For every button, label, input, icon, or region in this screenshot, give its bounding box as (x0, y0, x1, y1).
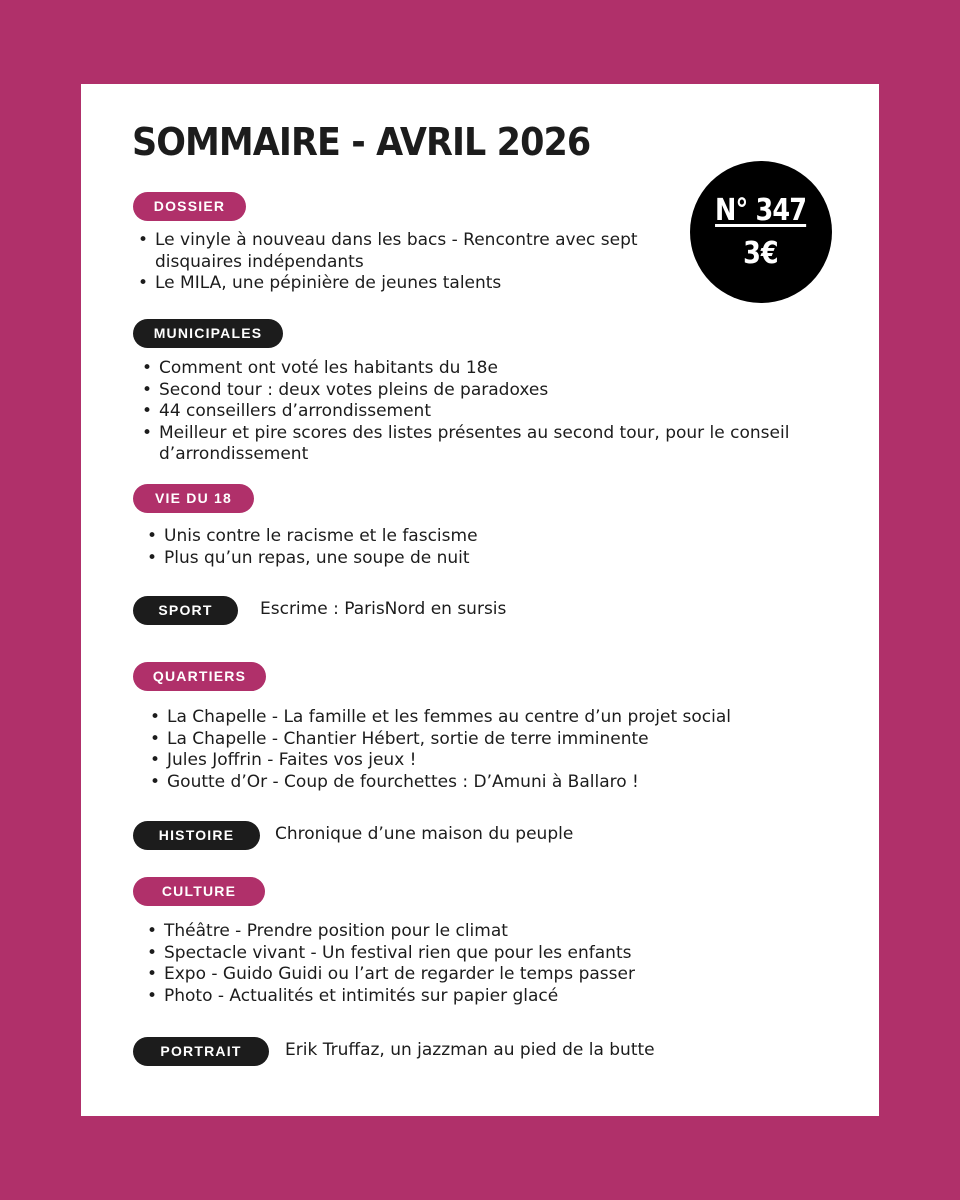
list-item: • Théâtre - Prendre position pour le climat (142, 921, 782, 943)
list-item: • Comment ont voté les habitants du 18e (137, 358, 797, 380)
list-item: • Photo - Actualités et intimités sur papier glacé (142, 986, 782, 1008)
section-tag-municipales: MUNICIPALES (133, 319, 283, 348)
section-tag-histoire: HISTOIRE (133, 821, 260, 850)
page-title: SOMMAIRE - AVRIL 2026 (132, 120, 591, 164)
list-item: • Expo - Guido Guidi ou l’art de regarder le temps passer (142, 964, 782, 986)
section-tag-portrait: PORTRAIT (133, 1037, 269, 1066)
section-tag-culture: CULTURE (133, 877, 265, 906)
culture-list (142, 921, 782, 1007)
portrait-headline: Erik Truffaz, un jazzman au pied de la butte (285, 1040, 655, 1060)
sport-headline: Escrime : ParisNord en sursis (260, 599, 507, 619)
list-item: • Meilleur et pire scores des listes présentes au second tour, pour le conseil d’arrondissement (137, 423, 797, 466)
list-item: • Plus qu’un repas, une soupe de nuit (142, 548, 742, 570)
issue-price: 3€ (743, 236, 779, 271)
contents-card (81, 84, 879, 1116)
list-item: • Spectacle vivant - Un festival rien que pour les enfants (142, 943, 782, 965)
issue-badge (690, 161, 832, 303)
issue-number: N° 347 (715, 193, 807, 228)
vie18-list (142, 526, 742, 569)
quartiers-list (145, 707, 825, 793)
list-item: • La Chapelle - La famille et les femmes au centre d’un projet social (145, 707, 825, 729)
histoire-headline: Chronique d’une maison du peuple (275, 824, 574, 844)
section-tag-sport: SPORT (133, 596, 238, 625)
section-tag-dossier: DOSSIER (133, 192, 246, 221)
list-item: • Jules Joffrin - Faites vos jeux ! (145, 750, 825, 772)
dossier-list (133, 230, 653, 295)
section-tag-vie-du-18: VIE DU 18 (133, 484, 254, 513)
municipales-list (137, 358, 797, 466)
list-item: • Second tour : deux votes pleins de paradoxes (137, 380, 797, 402)
list-item: • Le MILA, une pépinière de jeunes talents (133, 273, 653, 295)
list-item: • Goutte d’Or - Coup de fourchettes : D’Amuni à Ballaro ! (145, 772, 825, 794)
list-item: • Unis contre le racisme et le fascisme (142, 526, 742, 548)
list-item: • La Chapelle - Chantier Hébert, sortie de terre imminente (145, 729, 825, 751)
list-item: • 44 conseillers d’arrondissement (137, 401, 797, 423)
list-item: • Le vinyle à nouveau dans les bacs - Rencontre avec sept disquaires indépendants (133, 230, 653, 273)
section-tag-quartiers: QUARTIERS (133, 662, 266, 691)
